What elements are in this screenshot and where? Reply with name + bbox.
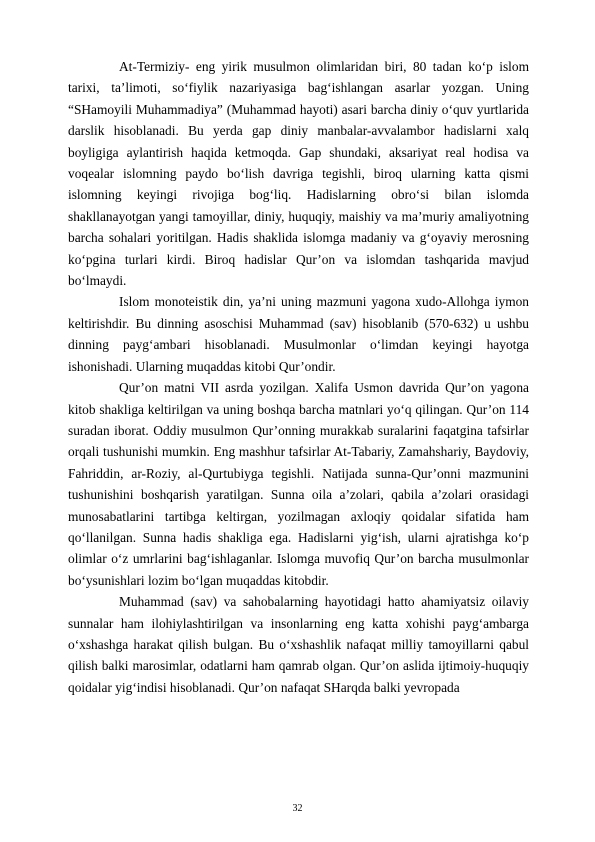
body-text	[68, 56, 529, 698]
paragraph-termiziy: At-Termiziy- eng yirik musulmon olimlaridan biri, 80 tadan ko‘p islom tarixi, ta’limoti, so‘fiylik nazariyasiga bag‘ishlangan asarlar yozgan. Uning “SHamoyili Muhammadiya” (Muhammad hayoti) asari barcha diniy o‘quv yurtlarida darslik hisoblanadi. Bu yerda gap diniy manbalar-avvalambor hadislarni xalq boyligiga aylantirish haqida ketmoqda. Gap shundaki, aksariyat real hodisa va voqealar islomning paydo bo‘lish davriga tegishli, biroq ularning katta qismi islomning keyingi rivojiga bog‘liq. Hadislarning obro‘si bilan islomda shakllanayotgan yangi tamoyillar, diniy, huquqiy, maishiy va ma’muriy amaliyotning barcha sohalari yoritilgan. Hadis shaklida islomga madaniy va g‘oyaviy merosning ko‘pgina turlari kirdi. Biroq hadislar Qur’on va islomdan tashqarida mavjud bo‘lmaydi.	[68, 59, 529, 289]
paragraph-muhammad-sunnalar: Muhammad (sav) va sahobalarning hayotidagi hatto ahamiyatsiz oilaviy sunnalar ham ilohiylashtirilgan va insonlarning eng katta xohishi payg‘ambarga o‘xshashga harakat qilish bulgan. Bu o‘xshashlik nafaqat milliy tamoyillarni qabul qilish balki marosimlar, odatlarni ham qamrab olgan. Qur’on aslida ijtimoiy-huquqiy qoidalar yig‘indisi hisoblanadi. Qur’on nafaqat SHarqda balki yevropada	[68, 594, 529, 695]
page-number: 32	[292, 803, 303, 814]
paragraph-islom-monoteistik: Islom monoteistik din, ya’ni uning mazmuni yagona xudo-Allohga iymon keltirishdir. Bu dinning asoschisi Muhammad (sav) hisoblanib (570-632) u ushbu dinning payg‘ambari hisoblanadi. Musulmonlar o‘limdan keyingi hayotga ishonishadi. Ularning muqaddas kitobi Qur’ondir.	[68, 294, 529, 374]
paragraph-quron-matni: Qur’on matni VII asrda yozilgan. Xalifa Usmon davrida Qur’on yagona kitob shakliga keltirilgan va uning boshqa barcha matnlari yo‘q qilingan. Qur’on 114 suradan iborat. Oddiy musulmon Qur’onning murakkab suralarini faqatgina tafsirlar orqali tushunishi mumkin. Eng mashhur tafsirlar At-Tabariy, Zamahshariy, Baydoviy, Fahriddin, ar-Roziy, al-Qurtubiyga tegishli. Natijada sunna-Qur’onni mazmunini tushunishini boshqarish yaratilgan. Sunna oila a’zolari, qabila a’zolari orasidagi munosabatlarini tartibga keltirgan, yozilmagan axloqiy qoidalar sifatida ham qo‘llanilgan. Sunna hadis shakliga ega. Hadislarni yig‘ish, ularni ajratishga ko‘p olimlar o‘z umrlarini bag‘ishlaganlar. Islomga muvofiq Qur’on barcha musulmonlar bo‘ysunishlari lozim bo‘lgan muqaddas kitobdir.	[68, 380, 529, 588]
